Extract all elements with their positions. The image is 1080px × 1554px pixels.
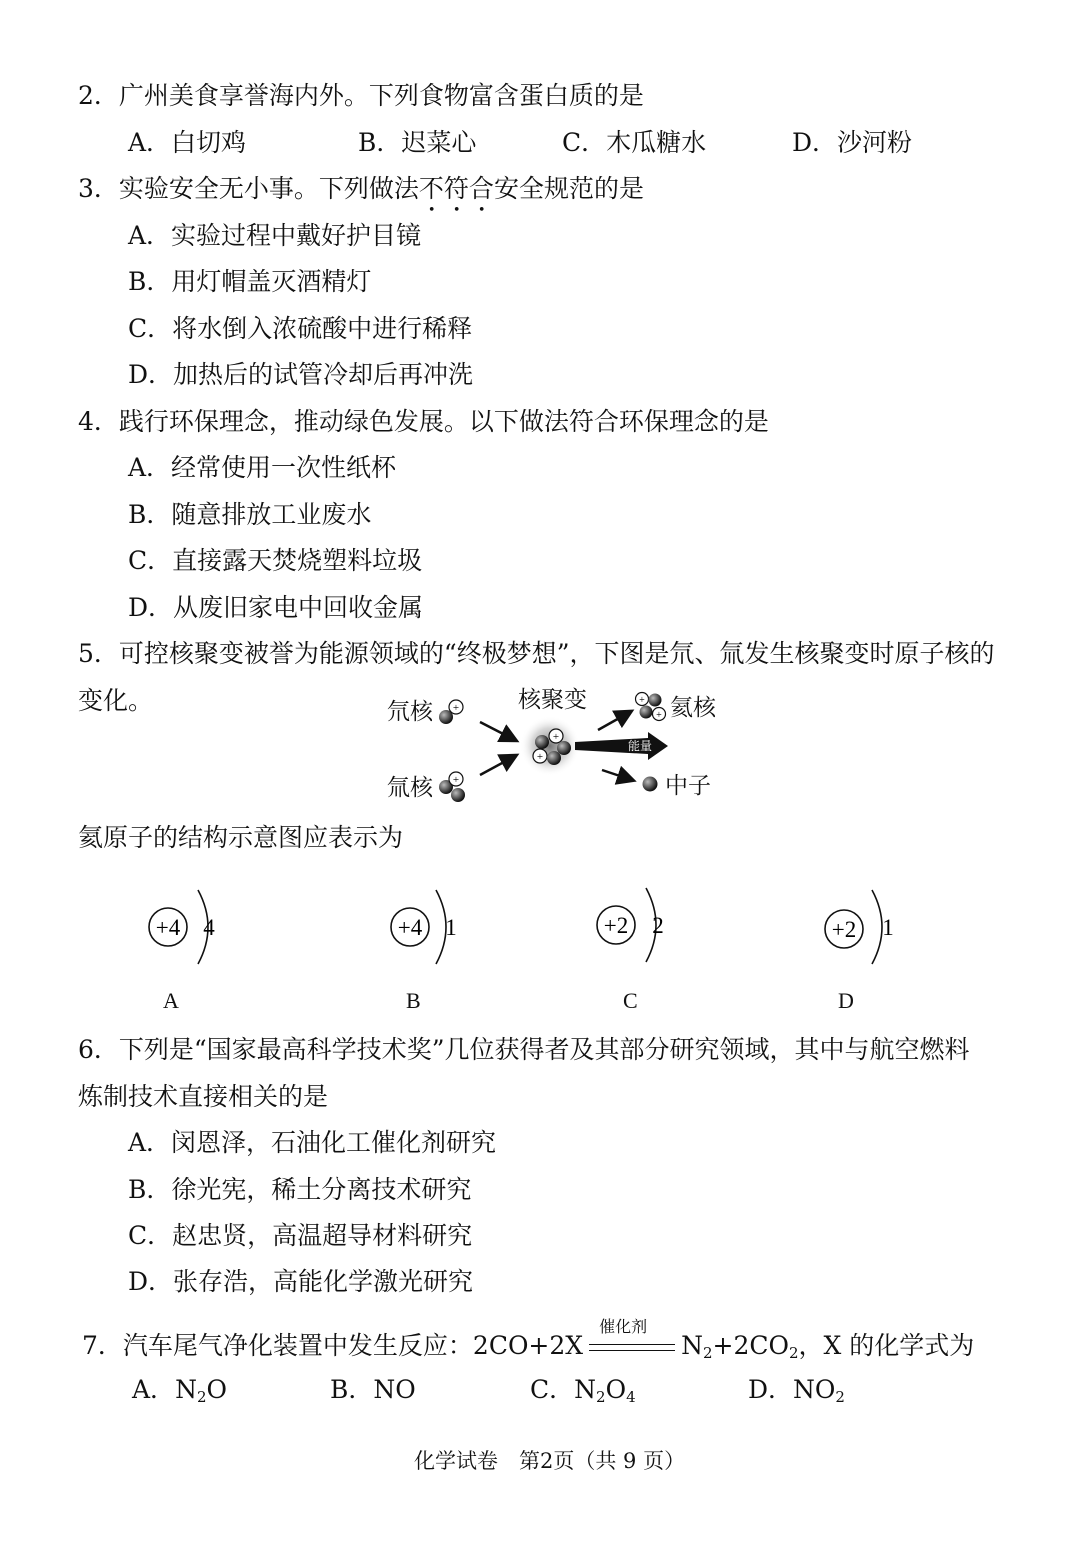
q6-stem-line2: 炼制技术直接相关的是 [78, 1082, 329, 1111]
q3-stem-pre: 3．实验安全无小事。下列做法 [78, 174, 419, 203]
fusion-core-icon [520, 716, 580, 776]
atom-c-letter: C [623, 988, 638, 1013]
q7-option-d-formula: NO [793, 1375, 836, 1404]
svg-text:+: + [536, 751, 544, 763]
q7-option-c-rest: O [605, 1375, 627, 1404]
q3-option-c: C．将水倒入浓硫酸中进行稀释 [128, 314, 473, 343]
q7-option-c-sub: 2 [596, 1388, 606, 1406]
q3-option-a: A．实验过程中戴好护目镜 [128, 221, 422, 250]
q7-stem-tail: ，X 的化学式为 [798, 1331, 975, 1360]
q4-option-a: A．经常使用一次性纸杯 [128, 453, 397, 482]
atom-a-nucleus: +4 [155, 915, 181, 940]
q7-option-b [330, 1374, 416, 1406]
q7-product-co: +2CO [712, 1331, 789, 1360]
q7-option-a [132, 1374, 227, 1413]
atom-option-a [140, 885, 240, 975]
q3-stem-post: 安全规范的是 [493, 174, 644, 203]
q7-option-b-formula: NO [373, 1375, 416, 1404]
atom-d-nucleus: +2 [831, 917, 857, 942]
svg-text:+: + [639, 695, 645, 706]
atom-option-b [382, 885, 482, 975]
atom-b-letter: B [406, 988, 421, 1013]
atom-b-nucleus: +4 [397, 915, 423, 940]
q7-catalyst-label: 催化剂 [599, 1317, 648, 1336]
q4-option-b: B．随意排放工业废水 [128, 500, 372, 529]
q7-product-n-sub: 2 [702, 1344, 713, 1362]
label-energy: 能量 [628, 739, 653, 753]
q4-option-c: C．直接露天焚烧塑料垃圾 [128, 546, 423, 575]
q3-stem [78, 173, 644, 218]
q4-stem: 4．践行环保理念，推动绿色发展。以下做法符合环保理念的是 [78, 407, 769, 436]
q7-product-n: N [681, 1331, 703, 1360]
atom-c-nucleus: +2 [603, 913, 629, 938]
label-helium: 氦核 [670, 695, 716, 721]
atom-option-d [816, 885, 916, 975]
atom-diagram-b [382, 885, 482, 975]
atom-diagram-a [140, 885, 240, 975]
svg-text:+: + [452, 774, 460, 786]
q7-option-a-sub: 2 [196, 1388, 207, 1406]
q5-stem-line2: 变化。 [78, 686, 154, 715]
q3-option-b: B．用灯帽盖灭酒精灯 [128, 267, 372, 296]
atom-diagram-d [816, 885, 916, 975]
arrow-in-bottom [480, 756, 515, 775]
q7-equals-sign-icon [589, 1344, 675, 1351]
atom-option-c [588, 883, 688, 973]
svg-text:+: + [452, 702, 460, 714]
q6-option-a: A．闵恩泽，石油化工催化剂研究 [128, 1128, 497, 1157]
q5-question: 氦原子的结构示意图应表示为 [78, 823, 404, 852]
q7-stem [82, 1317, 975, 1369]
q7-reaction-condition [587, 1317, 677, 1362]
atom-b-electrons: 1 [445, 915, 457, 940]
atom-c-electrons: 2 [652, 913, 664, 938]
svg-text:+: + [656, 710, 662, 721]
atom-d-letter: D [838, 988, 854, 1013]
atom-a-electrons: 4 [203, 915, 215, 940]
arrow-in-top [480, 722, 515, 740]
q7-option-d-letter: D． [748, 1375, 794, 1404]
q7-option-c [530, 1374, 636, 1413]
q2-option-c: C．木瓜糖水 [562, 128, 707, 157]
q7-option-d [748, 1374, 845, 1413]
arrow-out-bottom [602, 770, 632, 780]
q4-option-d: D．从废旧家电中回收金属 [128, 593, 424, 622]
label-fusion: 核聚变 [518, 687, 587, 713]
q5-stem-line1: 5．可控核聚变被誉为能源领域的“终极梦想”，下图是氘、氚发生核聚变时原子核的 [78, 639, 995, 668]
q6-option-d: D．张存浩，高能化学激光研究 [128, 1267, 474, 1296]
neutron-icon [643, 777, 658, 792]
q6-option-c: C．赵忠贤，高温超导材料研究 [128, 1221, 473, 1250]
q2-option-d: D．沙河粉 [792, 128, 913, 157]
q7-option-a-letter: A． [132, 1375, 176, 1404]
helium-nucleus-icon [636, 693, 666, 722]
q7-option-c-letter: C． [530, 1375, 575, 1404]
q7-product-co-sub: 2 [789, 1344, 799, 1362]
q7-option-c-sub2: 4 [626, 1388, 636, 1406]
deuterium-nucleus-icon [439, 700, 463, 724]
q6-option-b: B．徐光宪，稀土分离技术研究 [128, 1175, 472, 1204]
atom-a-letter: A [163, 988, 179, 1013]
q2-stem: 2．广州美食享誉海内外。下列食物富含蛋白质的是 [78, 81, 644, 110]
energy-arrow-icon [575, 732, 668, 760]
q6-stem-line1: 6．下列是“国家最高科学技术奖”几位获得者及其部分研究领域，其中与航空燃料 [78, 1035, 970, 1064]
label-neutron: 中子 [665, 773, 711, 799]
atom-diagram-c [588, 883, 688, 973]
label-tritium: 氚核 [387, 775, 433, 801]
atom-d-electrons: 1 [882, 915, 894, 940]
q2-option-a: A．白切鸡 [128, 128, 247, 157]
fusion-diagram [380, 680, 740, 810]
q7-option-b-letter: B． [330, 1375, 374, 1404]
q7-option-c-formula: N [574, 1375, 597, 1404]
tritium-nucleus-icon [439, 772, 465, 802]
q2-option-b: B．迟菜心 [358, 128, 477, 157]
q3-option-d: D．加热后的试管冷却后再冲洗 [128, 360, 474, 389]
q3-stem-emphasis: 不符合 [418, 174, 494, 203]
arrow-out-top [598, 712, 630, 730]
svg-text:+: + [552, 731, 560, 743]
page-footer: 化学试卷 第2页（共 9 页） [414, 1449, 686, 1473]
q7-option-d-sub: 2 [835, 1388, 845, 1406]
label-deuterium: 氘核 [387, 699, 433, 725]
q7-stem-pre: 7．汽车尾气净化装置中发生反应：2CO+2X [82, 1331, 584, 1360]
q7-option-a-rest: O [206, 1375, 227, 1404]
q7-option-a-formula: N [175, 1375, 197, 1404]
